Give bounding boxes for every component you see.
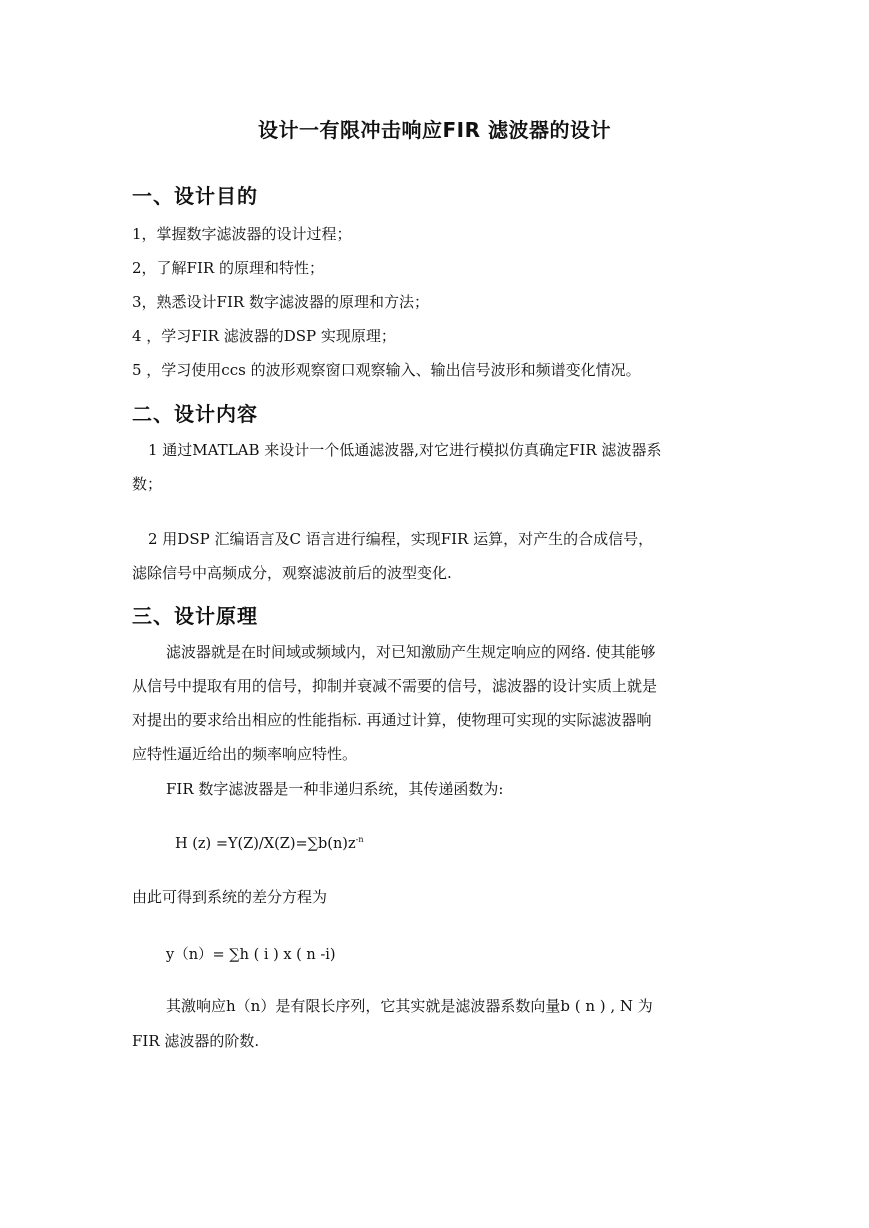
section-heading-purpose: 一、设计目的 (132, 184, 258, 208)
purpose-item-3: 3，熟悉设计FIR 数字滤波器的原理和方法； (132, 293, 429, 311)
principle-para-2: FIR 数字滤波器是一种非递归系统，其传递函数为: (166, 780, 504, 798)
purpose-item-5: 5 ，学习使用ccs 的波形观察窗口观察输入、输出信号波形和频谱变化情况。 (132, 361, 641, 379)
section-heading-content: 二、设计内容 (132, 402, 258, 426)
principle-para-3: 由此可得到系统的差分方程为 (132, 888, 328, 906)
section-heading-principle: 三、设计原理 (132, 604, 258, 628)
content-item-1-line-2: 数； (132, 475, 163, 493)
content-item-2-line-1: 2 用DSP 汇编语言及C 语言进行编程，实现FIR 运算，对产生的合成信号， (148, 530, 654, 548)
principle-para-1-line-1: 滤波器就是在时间域或频域内，对已知激励产生规定响应的网络. 使其能够 (166, 643, 656, 661)
principle-para-4-line-2: FIR 滤波器的阶数. (132, 1032, 260, 1050)
content-item-2-line-2: 滤除信号中高频成分，观察滤波前后的波型变化. (132, 564, 452, 582)
purpose-item-2: 2，了解FIR 的原理和特性； (132, 259, 324, 277)
principle-para-1-line-2: 从信号中提取有用的信号，抑制并衰减不需要的信号，滤波器的设计实质上就是 (132, 677, 658, 695)
purpose-item-1: 1，掌握数字滤波器的设计过程； (132, 225, 352, 243)
transfer-function-formula (175, 835, 363, 852)
principle-para-1-line-3: 对提出的要求给出相应的性能指标. 再通过计算，使物理可实现的实际滤波器响 (132, 711, 652, 729)
purpose-item-4: 4 ，学习FIR 滤波器的DSP 实现原理； (132, 327, 396, 345)
principle-para-1-line-4: 应特性逼近给出的频率响应特性。 (132, 745, 358, 763)
document-title: 设计一有限冲击响应FIR 滤波器的设计 (258, 118, 611, 142)
content-item-1-line-1: 1 通过MATLAB 来设计一个低通滤波器,对它进行模拟仿真确定FIR 滤波器系 (148, 441, 662, 459)
transfer-function-exponent: -n (355, 835, 364, 844)
difference-equation-formula: y（n）= ∑h ( i ) x ( n -i) (166, 947, 336, 963)
transfer-function-main: H (z) =Y(Z)/X(Z)=∑b(n)z (175, 836, 356, 852)
principle-para-4-line-1: 其激响应h（n）是有限长序列，它其实就是滤波器系数向量b ( n ) , N 为 (166, 997, 653, 1015)
